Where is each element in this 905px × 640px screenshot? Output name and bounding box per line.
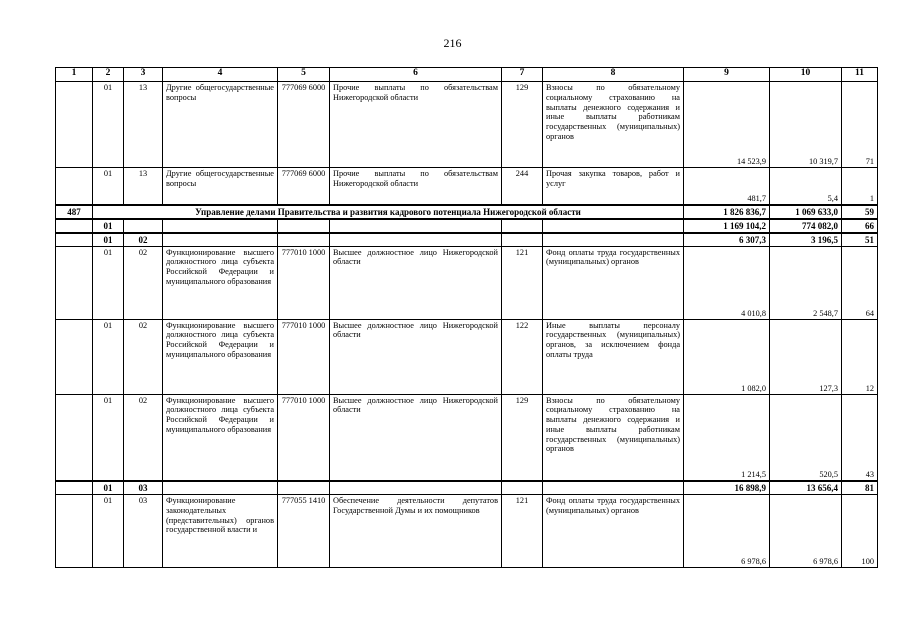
cell-expense-type: 121 [502, 246, 543, 319]
cell-subsection: 02 [124, 394, 163, 481]
cell-target-article: 777010 1000 [278, 394, 330, 481]
cell-expense-type-name: Фонд оплаты труда государственных (муниципальных) органов [543, 246, 684, 319]
column-header: 11 [842, 68, 878, 82]
cell-percent: 12 [842, 319, 878, 394]
subsection-sum-row [56, 481, 878, 495]
cell-empty [330, 233, 502, 247]
table-row [56, 495, 878, 568]
cell-empty [330, 481, 502, 495]
cell-expense-type-name: Взносы по обязательному социальному страхованию на выплаты денежного содержания и иные выплаты работникам государственных (муниципальных) органов [543, 394, 684, 481]
cell-admin-code [56, 495, 93, 568]
cell-subsection: 13 [124, 82, 163, 168]
cell-empty [278, 219, 330, 233]
cell-subsection-name: Функционирование высшего должностного лица субъекта Российской Федерации и муниципального образования [163, 246, 278, 319]
cell-target-article: 777069 6000 [278, 168, 330, 205]
cell-admin-code [56, 168, 93, 205]
column-header: 8 [543, 68, 684, 82]
cell-empty [330, 219, 502, 233]
cell-admin-code [56, 246, 93, 319]
cell-empty [163, 233, 278, 247]
cell-actual: 520,5 [770, 394, 842, 481]
column-header: 10 [770, 68, 842, 82]
cell-target-article: 777010 1000 [278, 319, 330, 394]
cell-subsection [124, 219, 163, 233]
cell-section: 01 [93, 481, 124, 495]
budget-table [55, 67, 878, 568]
cell-empty [163, 219, 278, 233]
cell-empty [502, 481, 543, 495]
cell-section: 01 [93, 233, 124, 247]
cell-section: 01 [93, 219, 124, 233]
column-header: 9 [684, 68, 770, 82]
column-header: 3 [124, 68, 163, 82]
cell-actual: 127,3 [770, 319, 842, 394]
cell-subsection: 03 [124, 495, 163, 568]
cell-article-name: Высшее должностное лицо Нижегородской области [330, 394, 502, 481]
cell-section: 01 [93, 319, 124, 394]
cell-expense-type: 244 [502, 168, 543, 205]
cell-empty [502, 233, 543, 247]
column-header: 6 [330, 68, 502, 82]
cell-percent: 51 [842, 233, 878, 247]
cell-target-article: 777010 1000 [278, 246, 330, 319]
table-row [56, 319, 878, 394]
cell-empty [543, 233, 684, 247]
cell-admin-code [56, 233, 93, 247]
cell-article-name: Высшее должностное лицо Нижегородской области [330, 246, 502, 319]
cell-expense-type-name: Фонд оплаты труда государственных (муниципальных) органов [543, 495, 684, 568]
cell-expense-type: 121 [502, 495, 543, 568]
cell-plan: 1 826 836,7 [684, 205, 770, 219]
cell-actual: 1 069 633,0 [770, 205, 842, 219]
cell-target-article: 777055 1410 [278, 495, 330, 568]
cell-plan: 14 523,9 [684, 82, 770, 168]
cell-plan: 4 010,8 [684, 246, 770, 319]
cell-admin-code [56, 219, 93, 233]
cell-subsection: 02 [124, 233, 163, 247]
cell-section: 01 [93, 168, 124, 205]
cell-plan: 481,7 [684, 168, 770, 205]
cell-percent: 64 [842, 246, 878, 319]
cell-plan: 6 978,6 [684, 495, 770, 568]
section-sum-row [56, 219, 878, 233]
cell-percent: 1 [842, 168, 878, 205]
cell-plan: 6 307,3 [684, 233, 770, 247]
cell-actual: 2 548,7 [770, 246, 842, 319]
cell-percent: 43 [842, 394, 878, 481]
cell-subsection: 13 [124, 168, 163, 205]
cell-actual: 5,4 [770, 168, 842, 205]
cell-actual: 10 319,7 [770, 82, 842, 168]
table-row [56, 168, 878, 205]
cell-percent: 59 [842, 205, 878, 219]
cell-empty [502, 219, 543, 233]
cell-section: 01 [93, 394, 124, 481]
column-header: 5 [278, 68, 330, 82]
cell-percent: 81 [842, 481, 878, 495]
org-title: Управление делами Правительства и развития кадрового потенциала Нижегородской области [93, 205, 684, 219]
cell-empty [278, 233, 330, 247]
cell-section: 01 [93, 495, 124, 568]
column-header: 1 [56, 68, 93, 82]
cell-actual: 774 082,0 [770, 219, 842, 233]
cell-subsection: 03 [124, 481, 163, 495]
cell-actual: 6 978,6 [770, 495, 842, 568]
cell-admin-code: 487 [56, 205, 93, 219]
page-number: 216 [443, 36, 462, 50]
cell-section: 01 [93, 246, 124, 319]
cell-empty [543, 219, 684, 233]
cell-expense-type-name: Иные выплаты персоналу государственных (муниципальных) органов, за исключением фонда оплаты труда [543, 319, 684, 394]
cell-expense-type: 122 [502, 319, 543, 394]
cell-subsection-name: Другие общегосударственные вопросы [163, 168, 278, 205]
cell-subsection: 02 [124, 246, 163, 319]
cell-plan: 1 214,5 [684, 394, 770, 481]
column-header: 7 [502, 68, 543, 82]
table-row [56, 246, 878, 319]
cell-article-name: Прочие выплаты по обязательствам Нижегородской области [330, 82, 502, 168]
cell-admin-code [56, 394, 93, 481]
cell-expense-type-name: Прочая закупка товаров, работ и услуг [543, 168, 684, 205]
column-header: 4 [163, 68, 278, 82]
cell-article-name: Прочие выплаты по обязательствам Нижегородской области [330, 168, 502, 205]
cell-subsection-name: Функционирование законодательных (представительных) органов государственной власти и [163, 495, 278, 568]
cell-empty [278, 481, 330, 495]
cell-empty [163, 481, 278, 495]
cell-target-article: 777069 6000 [278, 82, 330, 168]
cell-subsection: 02 [124, 319, 163, 394]
cell-expense-type-name: Взносы по обязательному социальному страхованию на выплаты денежного содержания и иные выплаты работникам государственных (муниципальных) органов [543, 82, 684, 168]
cell-subsection-name: Другие общегосударственные вопросы [163, 82, 278, 168]
cell-expense-type: 129 [502, 394, 543, 481]
cell-expense-type: 129 [502, 82, 543, 168]
cell-admin-code [56, 319, 93, 394]
cell-actual: 13 656,4 [770, 481, 842, 495]
cell-article-name: Высшее должностное лицо Нижегородской области [330, 319, 502, 394]
cell-plan: 1 082,0 [684, 319, 770, 394]
cell-actual: 3 196,5 [770, 233, 842, 247]
table-row [56, 394, 878, 481]
cell-percent: 71 [842, 82, 878, 168]
cell-subsection-name: Функционирование высшего должностного лица субъекта Российской Федерации и муниципального образования [163, 319, 278, 394]
cell-admin-code [56, 82, 93, 168]
cell-plan: 16 898,9 [684, 481, 770, 495]
org-row [56, 205, 878, 219]
cell-plan: 1 169 104,2 [684, 219, 770, 233]
header-row [56, 68, 878, 82]
column-header: 2 [93, 68, 124, 82]
cell-percent: 66 [842, 219, 878, 233]
cell-article-name: Обеспечение деятельности депутатов Государственной Думы и их помощников [330, 495, 502, 568]
table-row [56, 82, 878, 168]
subsection-sum-row [56, 233, 878, 247]
cell-admin-code [56, 481, 93, 495]
cell-percent: 100 [842, 495, 878, 568]
cell-section: 01 [93, 82, 124, 168]
cell-empty [543, 481, 684, 495]
cell-subsection-name: Функционирование высшего должностного лица субъекта Российской Федерации и муниципального образования [163, 394, 278, 481]
